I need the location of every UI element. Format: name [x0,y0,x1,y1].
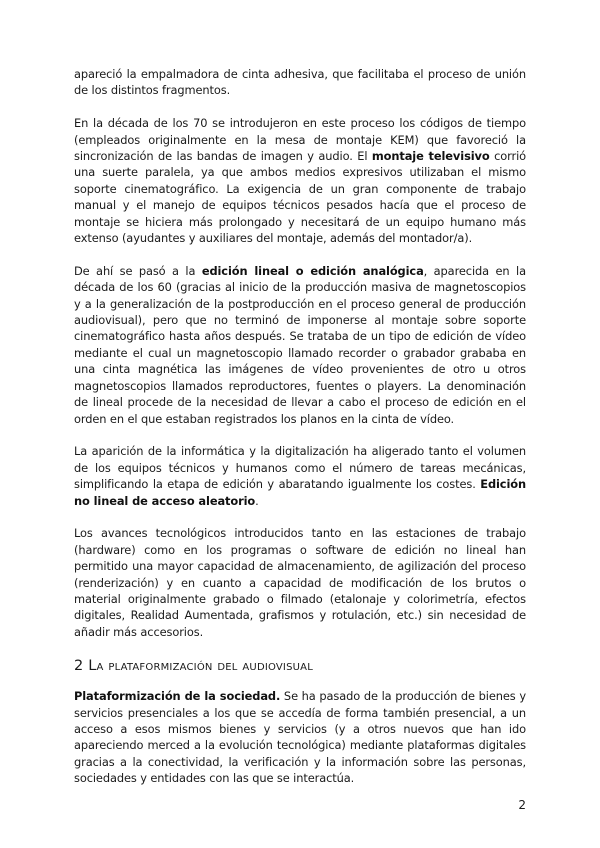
paragraph-technological-advances [74,525,526,640]
paragraph-text: La aparición de la informática y la digitalización ha aligerado tanto el volumen de los equipos técnicos y humanos como el número de tareas mecánicas, simplificando la etapa de edición y abaratando igualmente los costes. [74,444,526,492]
paragraph-text: En la década de los 70 se introdujeron en este proceso los códigos de tiempo (empleados originalmente en la mesa de montaje KEM) que favoreció la sincronización de las bandas de imagen y audio. El [74,116,526,164]
term-montaje-televisivo: montaje televisivo [371,149,490,164]
paragraph-text: apareció la empalmadora de cinta adhesiva, que facilitaba el proceso de unión de los distintos fragmentos. [74,67,526,98]
term-edicion-no-lineal: Edición no lineal de acceso aleatorio [74,477,526,508]
paragraph-text: Se ha pasado de la producción de bienes y servicios presenciales a los que se accedía de forma también presencial, a un acceso a esos mismos bienes y servicios (y a otros nuevos que han ido apareciendo merced a la evolución tecnológica) mediante plataformas digitales gracias a la conectividad, la verificación y la información sobre las personas, sociedades y entidades con las que se interactúa. [74,689,527,786]
paragraph-text: . [255,493,259,508]
page-number: 2 [518,798,526,812]
paragraph-digitalization [74,443,526,509]
term-plataformizacion: Plataformización de la sociedad. [74,689,281,704]
paragraph-text: De ahí se pasó a la [74,263,202,278]
paragraph-linear-editing [74,263,526,427]
paragraph-text: Los avances tecnológicos introducidos tanto en las estaciones de trabajo (hardware) como en los programas o software de edición no lineal han permitido una mayor capacidad de almacenamiento, de agilización del proceso (renderización) y en cuanto a capacidad de modificación de los brutos o material originalmente grabado o filmado (etalonaje y colorimetría, efectos digitales, Realidad Aumentada, grafismos y rotulación, etc.) sin necesidad de añadir más accesorios. [74,526,526,639]
paragraph-time-codes [74,115,526,246]
paragraph-text: , aparecida en la década de los 60 (gracias al inicio de la producción masiva de magnetoscopios y a la generalización de la postproducción en el proceso general de producción audiovisual), pero que no terminó de imponerse al montaje sobre soporte cinematográfico hasta años después. Se trataba de un tipo de edición de vídeo mediante el cual un magnetoscopio llamado recorder o grabador grababa en una cinta magnética las imágenes de vídeo provenientes de otro u otros magnetoscopios llamados reproductores, fuentes o players. La denominación de lineal procede de la necesidad de llevar a cabo el proceso de edición en el orden en el que estaban registrados los planos en la cinta de vídeo. [74,263,526,426]
section-heading: 2 La plataformización del audiovisual [74,658,313,675]
paragraph-platformization [74,688,526,786]
paragraph-splicer [74,66,526,99]
paragraph-text: corrió una suerte paralela, ya que ambos medios expresivos utilizaban el mismo soporte cinematográfico. La exigencia de un gran componente de trabajo manual y el manejo de equipos técnicos pesados hacía que el proceso de montaje se hiciera más prolongado y necesitará de un equipo humano más extenso (ayudantes y auxiliares del montaje, además del montador/a). [74,149,527,246]
term-edicion-lineal: edición lineal o edición analógica [201,263,424,278]
